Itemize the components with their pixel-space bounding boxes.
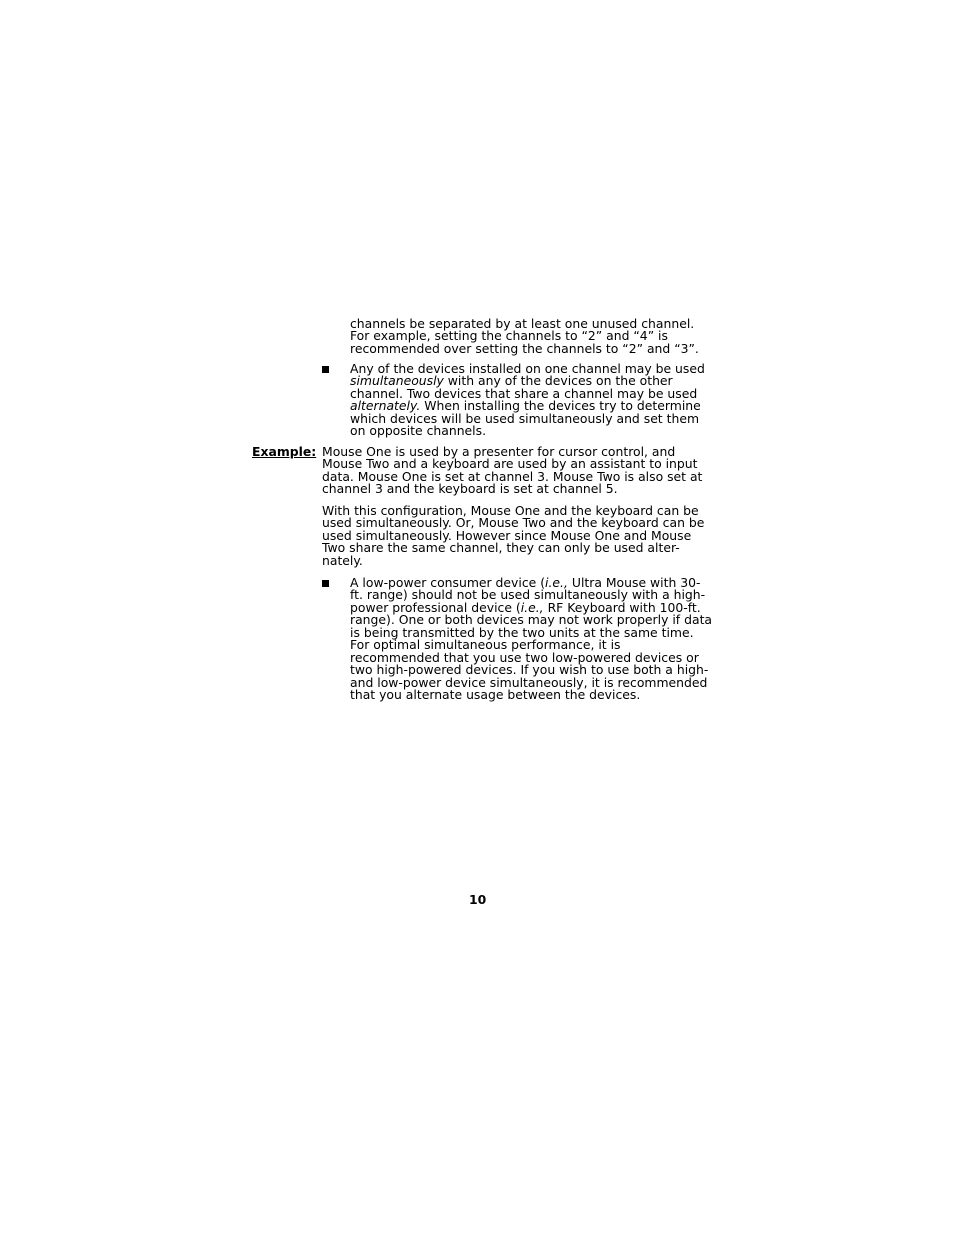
example-label: Example: xyxy=(252,444,317,459)
text-line: ft. range) should not be used simultaneously with a high- xyxy=(350,587,706,603)
page-number: 10 xyxy=(469,892,487,907)
text-span: When installing the devices try to determine xyxy=(420,398,701,414)
bullet-square-icon xyxy=(322,366,329,373)
text-span: power professional device ( xyxy=(350,599,521,615)
text-line: channel. Two devices that share a channel may be used xyxy=(350,385,698,401)
text-line: used simultaneously. Or, Mouse Two and the keyboard can be xyxy=(322,515,705,531)
text-span: A low-power consumer device ( xyxy=(350,575,546,590)
configuration-paragraph xyxy=(322,505,704,567)
text-line: recommended over setting the channels to “2” and “3”. xyxy=(350,340,699,356)
text-line: data. Mouse One is set at channel 3. Mouse Two is also set at xyxy=(322,468,703,484)
text-line: which devices will be used simultaneously and set them xyxy=(350,410,700,426)
text-line: range). One or both devices may not work properly if data xyxy=(350,612,713,628)
text-line: is being transmitted by the two units at the same time. xyxy=(350,624,694,640)
text-line: For optimal simultaneous performance, it is xyxy=(350,637,621,653)
text-line: Mouse One is used by a presenter for cursor control, and xyxy=(322,444,676,459)
emphasis: alternately. xyxy=(350,398,421,414)
bullet-square-icon xyxy=(322,580,329,587)
text-line: Two share the same channel, they can only be used alter- xyxy=(322,540,680,556)
text-line: channel 3 and the keyboard is set at channel 5. xyxy=(322,481,618,497)
text-span: Ultra Mouse with 30- xyxy=(567,575,701,590)
example-paragraph xyxy=(322,446,702,496)
emphasis: i.e., xyxy=(520,599,544,615)
text-line: Mouse Two and a keyboard are used by an assistant to input xyxy=(322,456,698,472)
text-line: recommended that you use two low-powered devices or xyxy=(350,649,699,665)
text-line: channels be separated by at least one unused channel. xyxy=(350,316,695,331)
text-line: Any of the devices installed on one channel may be used xyxy=(350,361,705,376)
text-line: used simultaneously. However since Mouse One and Mouse xyxy=(322,527,692,543)
emphasis: simultaneously xyxy=(350,373,444,389)
text-span: with any of the devices on the other xyxy=(443,373,673,389)
emphasis: i.e., xyxy=(545,575,568,590)
text-line: that you alternate usage between the devices. xyxy=(350,687,641,703)
text-line: and low-power device simultaneously, it is recommended xyxy=(350,674,708,690)
text-line: two high-powered devices. If you wish to use both a high- xyxy=(350,662,709,678)
text-span: RF Keyboard with 100-ft. xyxy=(543,599,701,615)
bullet-paragraph-power xyxy=(350,577,712,702)
text-line: For example, setting the channels to “2” and “4” is xyxy=(350,328,668,344)
text-line: With this configuration, Mouse One and the keyboard can be xyxy=(322,503,699,518)
bullet-paragraph-channels xyxy=(350,363,705,438)
intro-paragraph xyxy=(350,318,699,355)
text-line: nately. xyxy=(322,552,363,568)
text-line: on opposite channels. xyxy=(350,423,487,439)
